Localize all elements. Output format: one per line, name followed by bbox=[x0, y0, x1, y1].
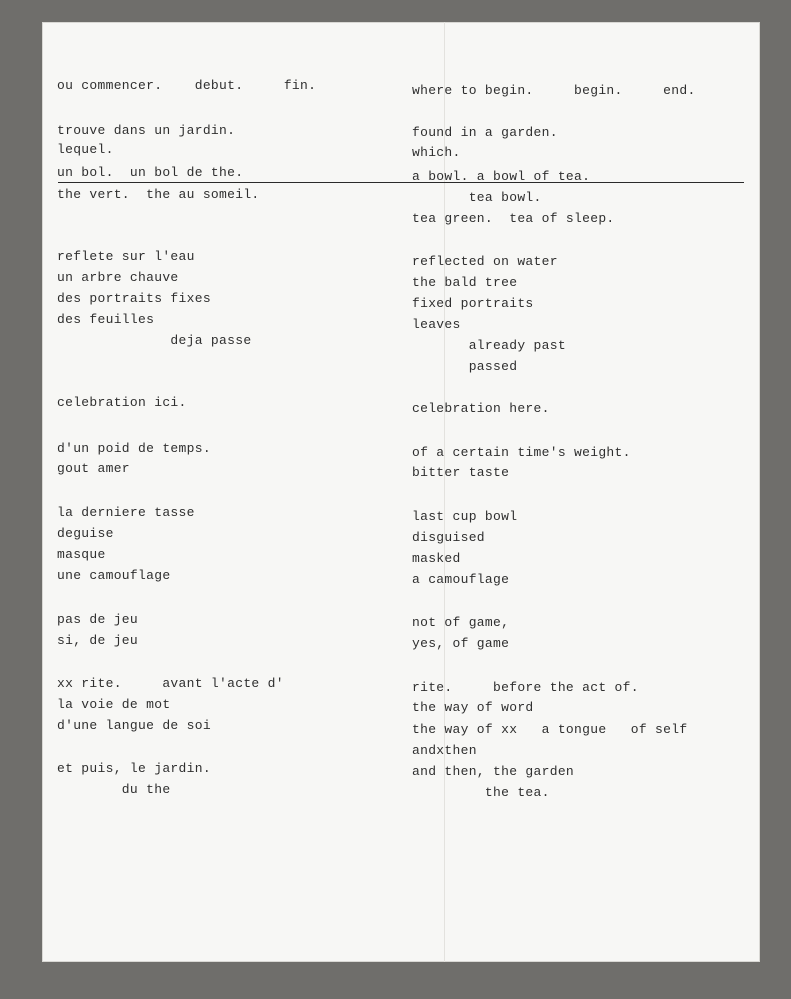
left-line: un bol. un bol de the. bbox=[57, 165, 244, 180]
right-line: fixed portraits bbox=[412, 296, 534, 311]
left-line: deguise bbox=[57, 526, 114, 541]
left-line: et puis, le jardin. bbox=[57, 761, 211, 776]
right-line: yes, of game bbox=[412, 636, 510, 651]
right-line: passed bbox=[412, 359, 518, 374]
right-line: tea bowl. bbox=[412, 190, 542, 205]
paper-sheet bbox=[42, 22, 760, 962]
left-line: pas de jeu bbox=[57, 612, 139, 627]
right-line: reflected on water bbox=[412, 254, 558, 269]
left-line: gout amer bbox=[57, 461, 130, 476]
horizontal-rule bbox=[58, 182, 744, 183]
right-line: the bald tree bbox=[412, 275, 518, 290]
left-line: la voie de mot bbox=[57, 697, 171, 712]
right-line: not of game, bbox=[412, 615, 510, 630]
right-line: already past bbox=[412, 338, 566, 353]
left-line: des feuilles bbox=[57, 312, 155, 327]
left-line: xx rite. avant l'acte d' bbox=[57, 676, 284, 691]
right-line: where to begin. begin. end. bbox=[412, 83, 696, 98]
right-line: and then, the garden bbox=[412, 764, 575, 779]
right-line: celebration here. bbox=[412, 401, 550, 416]
right-line: andxthen bbox=[412, 743, 477, 758]
left-line: ou commencer. debut. fin. bbox=[57, 78, 317, 93]
left-line: celebration ici. bbox=[57, 395, 187, 410]
left-line: un arbre chauve bbox=[57, 270, 179, 285]
left-line: si, de jeu bbox=[57, 633, 139, 648]
right-line: the way of word bbox=[412, 700, 534, 715]
left-line: masque bbox=[57, 547, 106, 562]
left-line: deja passe bbox=[57, 333, 252, 348]
left-line: une camouflage bbox=[57, 568, 171, 583]
right-line: a camouflage bbox=[412, 572, 510, 587]
left-line: trouve dans un jardin. bbox=[57, 123, 236, 138]
left-line: des portraits fixes bbox=[57, 291, 211, 306]
left-line: the vert. the au someil. bbox=[57, 187, 260, 202]
left-line: la derniere tasse bbox=[57, 505, 195, 520]
right-line: a bowl. a bowl of tea. bbox=[412, 169, 591, 184]
right-line: last cup bowl bbox=[412, 509, 518, 524]
right-line: leaves bbox=[412, 317, 461, 332]
right-line: tea green. tea of sleep. bbox=[412, 211, 615, 226]
right-line: the tea. bbox=[412, 785, 550, 800]
left-line: lequel. bbox=[57, 142, 114, 157]
right-line: masked bbox=[412, 551, 461, 566]
left-line: reflete sur l'eau bbox=[57, 249, 195, 264]
right-line: of a certain time's weight. bbox=[412, 445, 631, 460]
right-line: the way of xx a tongue of self bbox=[412, 722, 688, 737]
right-line: found in a garden. bbox=[412, 125, 558, 140]
left-line: d'une langue de soi bbox=[57, 718, 211, 733]
paper-fold bbox=[444, 22, 445, 962]
right-line: bitter taste bbox=[412, 465, 510, 480]
right-line: disguised bbox=[412, 530, 485, 545]
right-line: which. bbox=[412, 145, 461, 160]
right-line: rite. before the act of. bbox=[412, 680, 639, 695]
left-line: du the bbox=[57, 782, 171, 797]
left-line: d'un poid de temps. bbox=[57, 441, 211, 456]
